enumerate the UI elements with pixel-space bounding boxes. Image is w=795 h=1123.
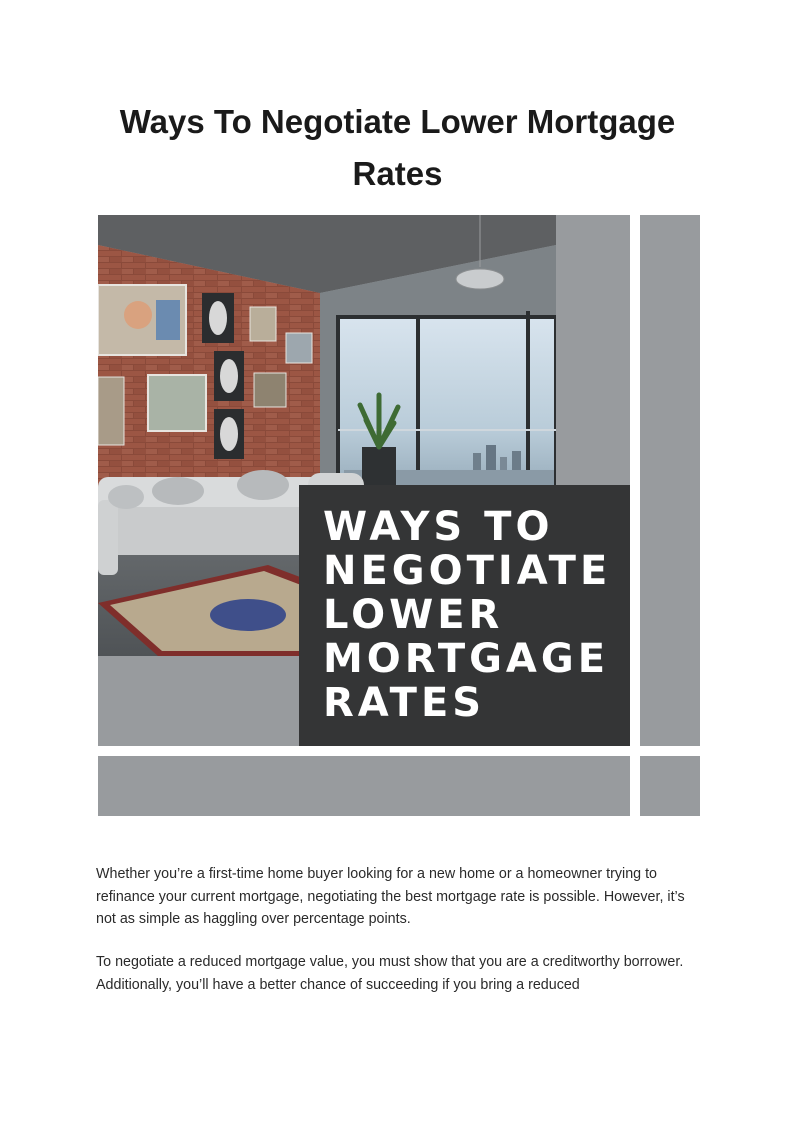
- hero-title-card: [299, 485, 630, 746]
- hero-panel-right: [640, 215, 700, 746]
- second-paragraph: To negotiate a reduced mortgage value, you must show that you are a creditworthy borrower. Additionally, you’ll have a better chance of succeeding if you bring a reduced: [96, 954, 684, 993]
- hero-panel-corner: [640, 756, 700, 816]
- hero-panel-bottom: [98, 756, 630, 816]
- hero-title-line-5: RATES: [323, 680, 486, 726]
- hero-title-line-1: WAYS TO: [323, 504, 554, 550]
- hero-title-line-3: LOWER: [323, 592, 504, 638]
- hero-title-line-4: MORTGAGE: [323, 636, 610, 682]
- page-title: [60, 96, 735, 200]
- intro-paragraph: Whether you’re a first-time home buyer looking for a new home or a homeowner trying to refinance your current mortgage, negotiating the best mortgage rate is possible. However, it’s not as simple as haggling over percentage points.: [96, 866, 685, 927]
- hero-graphic: [98, 215, 700, 816]
- page-title-line-2: Rates: [352, 155, 443, 192]
- hero-title-line-2: NEGOTIATE: [323, 548, 612, 594]
- hero-title-text: [323, 505, 611, 725]
- page-title-line-1: Ways To Negotiate Lower Mortgage: [119, 103, 676, 140]
